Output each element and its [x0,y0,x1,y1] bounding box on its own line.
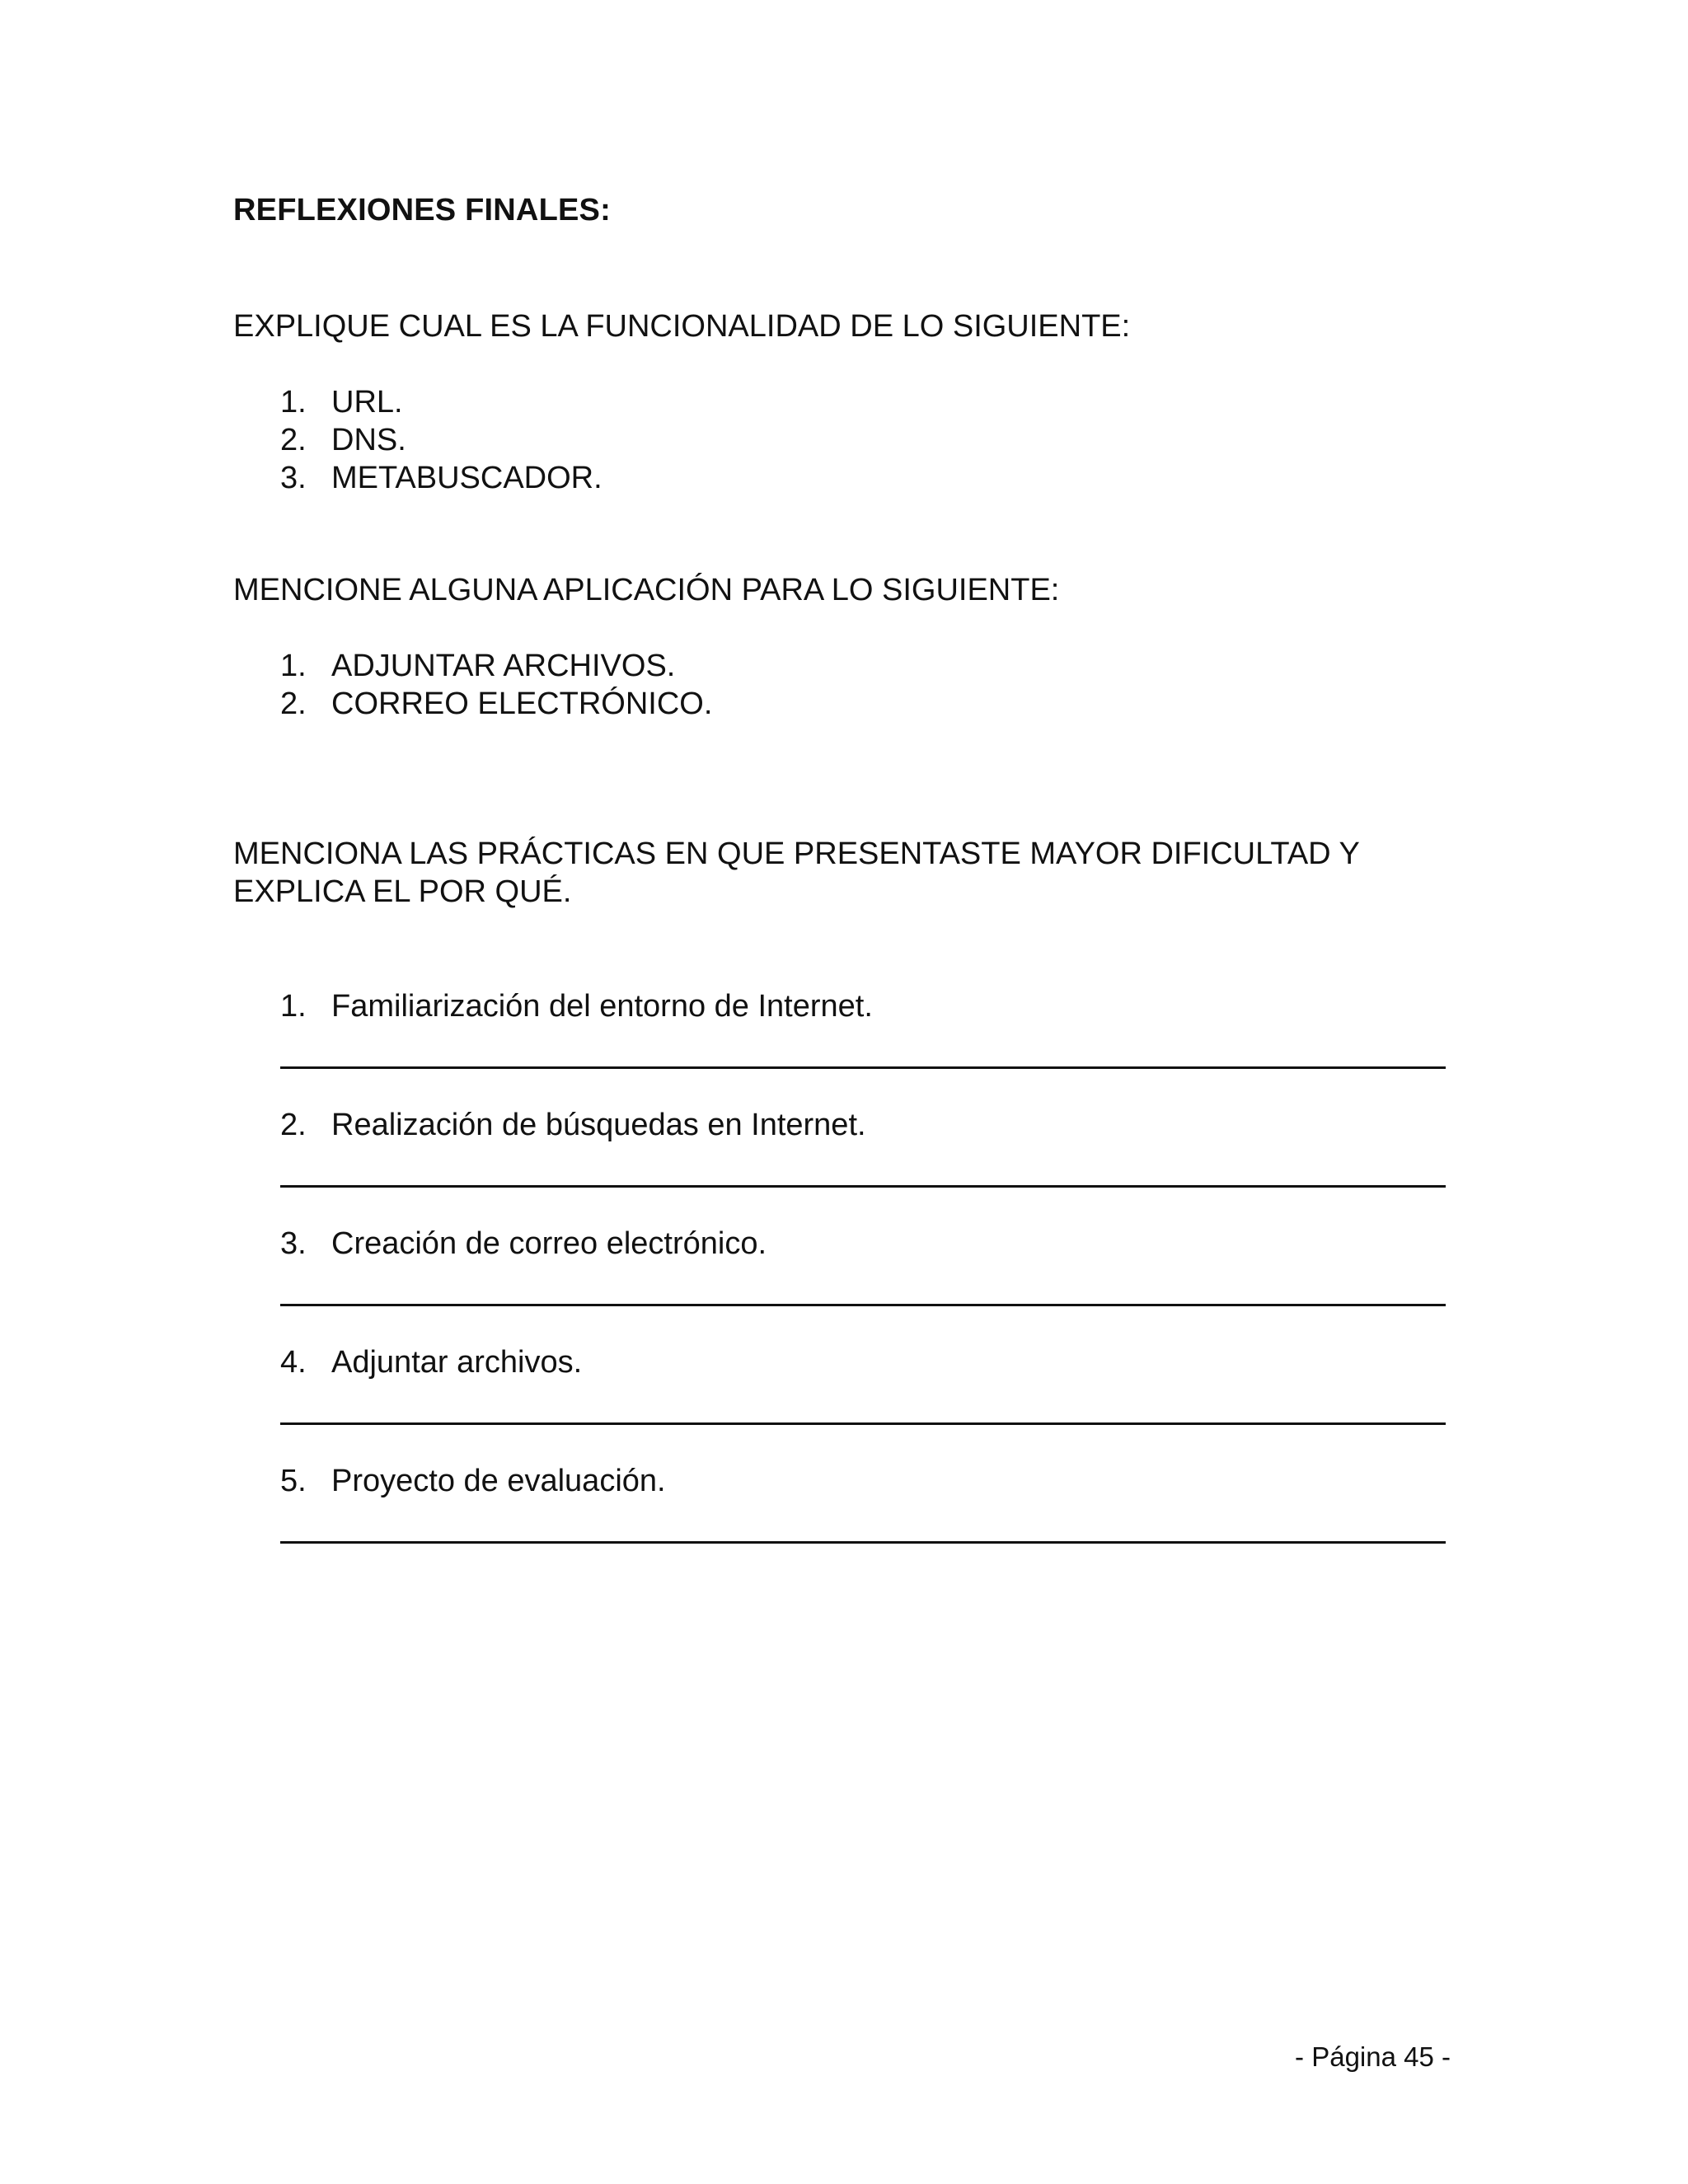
list-text: Adjuntar archivos. [331,1345,583,1380]
answer-line[interactable] [280,1422,1446,1425]
list-text: URL. [331,385,403,419]
answer-line[interactable] [280,1304,1446,1306]
list-text: Familiarización del entorno de Internet. [331,989,873,1024]
list-text: Creación de correo electrónico. [331,1226,767,1261]
page-number: - Página 45 - [1295,2041,1451,2072]
section3-prompt: MENCIONA LAS PRÁCTICAS EN QUE PRESENTASTE MAYOR DIFICULTAD Y EXPLICA EL POR QUÉ. [233,837,1360,909]
list-text: METABUSCADOR. [331,461,603,495]
list-number: 2. [280,423,307,457]
answer-item [280,987,1446,1025]
list-item [280,421,603,459]
list-number: 2. [280,687,307,721]
list-text: Proyecto de evaluación. [331,1464,666,1498]
list-number: 3. [280,1226,307,1261]
list-text: Realización de búsquedas en Internet. [331,1108,866,1142]
answer-line[interactable] [280,1066,1446,1069]
list-item [280,383,603,421]
list-text: ADJUNTAR ARCHIVOS. [331,649,676,683]
list-number: 1. [280,989,307,1024]
list-number: 3. [280,461,307,495]
list-number: 1. [280,385,307,419]
list-number: 5. [280,1464,307,1498]
list-item [280,647,712,685]
answer-line[interactable] [280,1185,1446,1188]
answer-item [280,1462,1446,1500]
section1-list [280,383,603,497]
list-item [280,459,603,497]
list-number: 1. [280,649,307,683]
answer-line[interactable] [280,1541,1446,1544]
list-number: 4. [280,1345,307,1380]
answer-item [280,1225,1446,1263]
list-text: CORREO ELECTRÓNICO. [331,687,713,721]
list-number: 2. [280,1108,307,1142]
list-item [280,685,712,723]
section1-prompt: EXPLIQUE CUAL ES LA FUNCIONALIDAD DE LO SIGUIENTE: [233,309,1131,344]
list-text: DNS. [331,423,406,457]
section2-list [280,647,712,723]
section2-prompt: MENCIONE ALGUNA APLICACIÓN PARA LO SIGUIENTE: [233,573,1060,607]
answer-item [280,1343,1446,1381]
answer-item [280,1106,1446,1144]
page-heading: REFLEXIONES FINALES: [233,193,611,227]
